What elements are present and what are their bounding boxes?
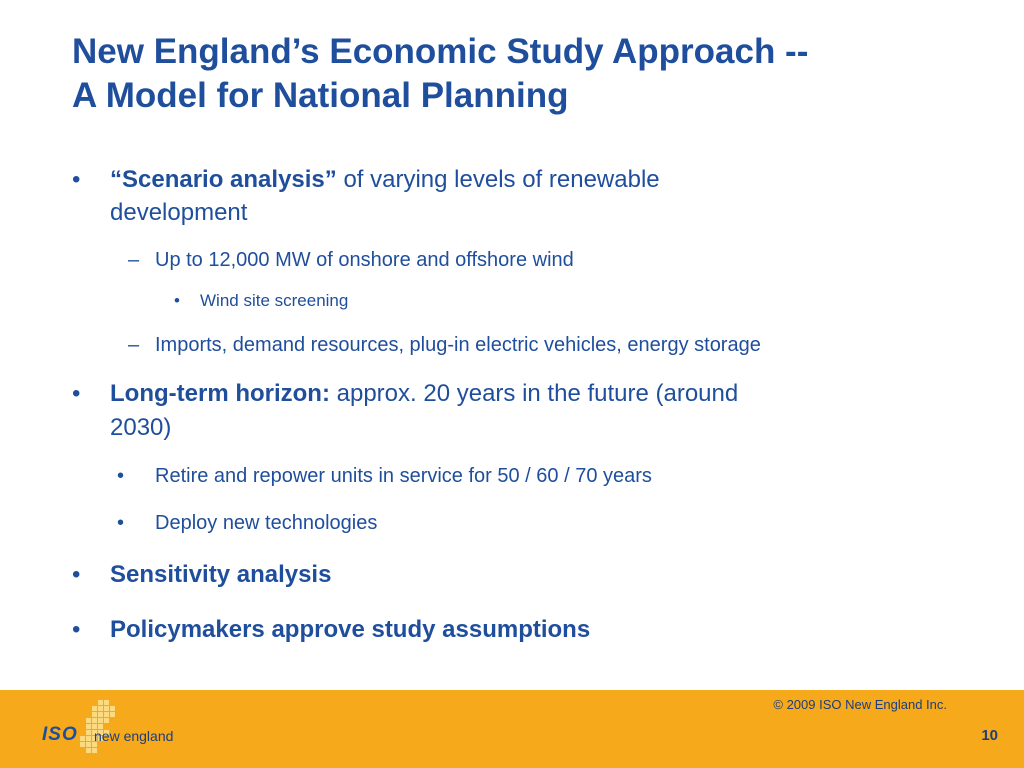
bullet-normal-text: of varying levels of renewable [336, 166, 660, 193]
sub-bullet-marker: • [117, 512, 125, 534]
bullet-text-line-2: development [110, 199, 248, 226]
bullet-text-line-2: 2030) [110, 414, 172, 441]
page-number: 10 [981, 727, 998, 744]
logo-iso-text: ISO [42, 724, 78, 745]
bullet-text-line-1 [110, 163, 660, 197]
slide-title-line-2: A Model for National Planning [72, 76, 569, 115]
footer-bar [0, 690, 1024, 768]
bullet-text-line-1 [110, 377, 738, 411]
sub-bullet-text: Imports, demand resources, plug-in electric vehicles, energy storage [155, 334, 761, 356]
sub-bullet-text: Retire and repower units in service for 50 / 60 / 70 years [155, 465, 652, 487]
bullet-bold-text: Policymakers approve study assumptions [110, 616, 591, 643]
bullet-bold-text: Sensitivity analysis [110, 561, 332, 588]
sub-bullet-marker: • [117, 465, 125, 487]
sub-sub-bullet-marker: • [174, 291, 180, 310]
logo-name-text: new england [94, 728, 174, 744]
bullet-marker: • [72, 561, 81, 588]
iso-new-england-logo [38, 698, 188, 760]
sub-bullet-text: Deploy new technologies [155, 512, 378, 534]
bullet-marker: • [72, 616, 81, 643]
sub-sub-bullet-text: Wind site screening [200, 291, 349, 310]
sub-bullet-text: Up to 12,000 MW of onshore and offshore wind [155, 249, 574, 271]
sub-bullet-marker: – [128, 334, 140, 356]
bullet-bold-text: Long-term horizon: [110, 380, 330, 407]
sub-bullet-marker: – [128, 249, 140, 271]
bullet-marker: • [72, 380, 81, 407]
bullet-normal-text: approx. 20 years in the future (around [329, 380, 739, 407]
slide-title-line-1: New England’s Economic Study Approach -- [72, 32, 809, 71]
bullet-bold-text: “Scenario analysis” [110, 166, 337, 193]
bullet-marker: • [72, 166, 81, 193]
copyright-text: © 2009 ISO New England Inc. [773, 697, 947, 712]
